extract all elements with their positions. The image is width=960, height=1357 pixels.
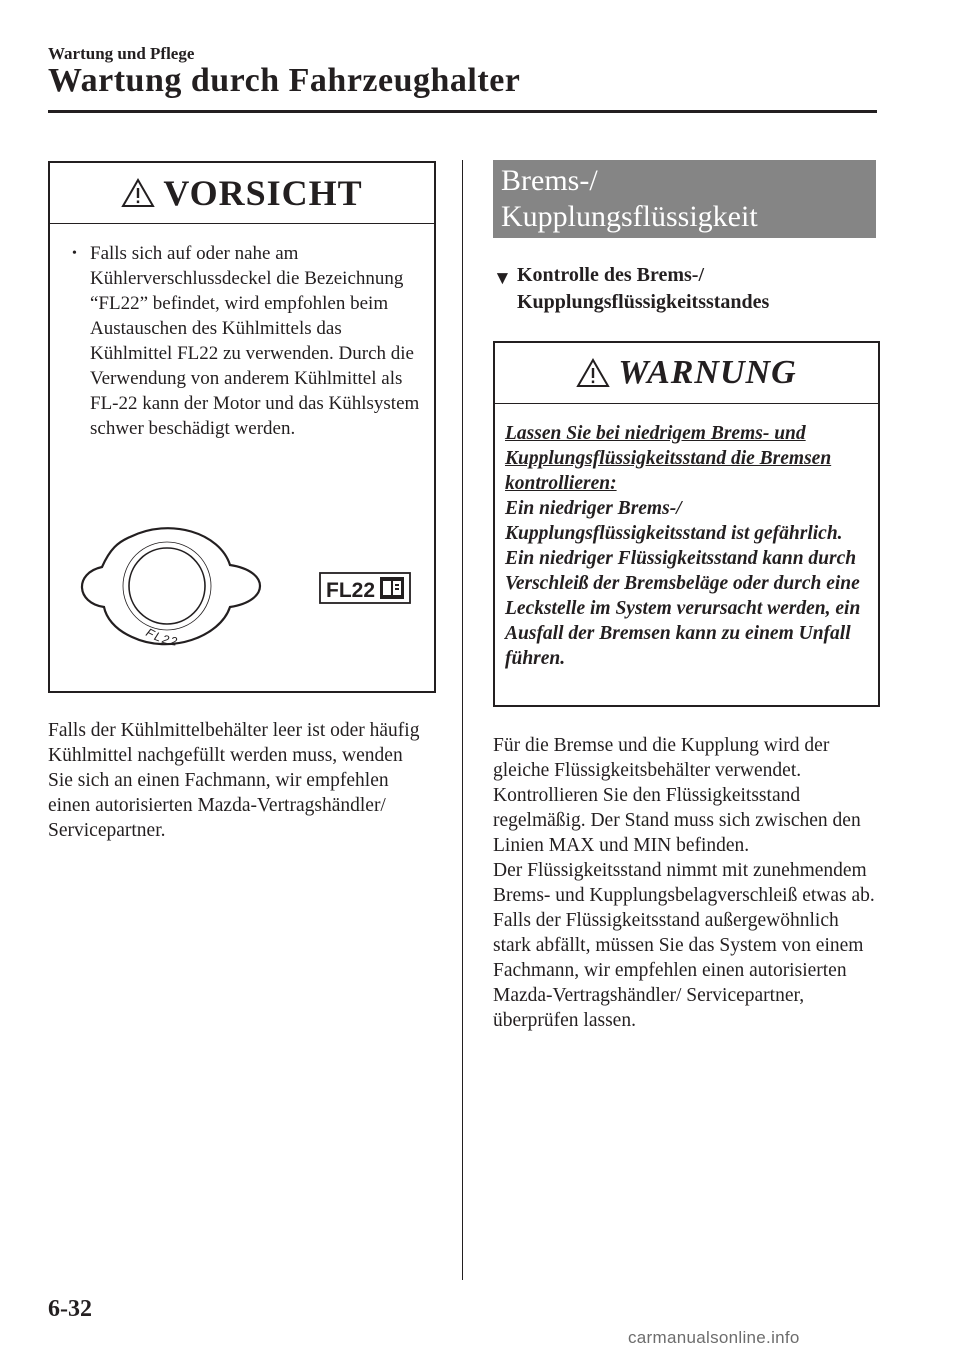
warning-header — [495, 343, 878, 404]
warning-box — [493, 341, 880, 707]
section-heading — [493, 160, 876, 238]
column-divider — [462, 160, 463, 1280]
fl22-label-box — [320, 573, 410, 603]
svg-text:FL22: FL22 — [326, 579, 376, 602]
caution-list — [72, 241, 422, 441]
warning-triangle-icon — [576, 358, 610, 388]
chapter-label: Wartung und Pflege — [48, 44, 195, 63]
right-paragraphs — [493, 733, 878, 1033]
warning-text-2: Ein niedriger Flüssigkeitsstand kann durch Verschleiß der Bremsbeläge oder durch eine Leckstelle im System verursacht werden, ein Ausfall der Bremsen kann zu einem Unfall führen. — [505, 548, 861, 669]
left-paragraph: Falls der Kühlmittelbehälter leer ist oder häufig Kühlmittel nachgefüllt werden muss, wenden Sie sich an einen Fachmann, wir empfehlen einen autorisierten Mazda-Vertragshändler/ Servicepartner. — [48, 720, 420, 841]
cap-arc-label: FL22 — [143, 625, 180, 649]
right-paragraph-1: Für die Bremse und die Kupplung wird der gleiche Flüssigkeitsbehälter verwendet. Kontrollieren Sie den Flüssigkeitsstand regelmäßig. Der Stand muss sich zwischen den Linien MAX und MIN befinden. — [493, 735, 861, 856]
subsection-title: Kontrolle des Brems-/ Kupplungsflüssigkeitsstandes — [517, 264, 770, 313]
right-paragraph-2: Der Flüssigkeitsstand nimmt mit zunehmendem Brems- und Kupplungsbelagverschleiß etwas ab. Falls der Flüssigkeitsstand außergewöhnlich stark abfällt, müssen Sie das System von einem Fachmann, wir empfehlen einen autorisierten Mazda-Vertragshändler/ Servicepartner, überprüfen lassen. — [493, 860, 875, 1031]
triangle-down-icon: ▼ — [493, 268, 512, 289]
caution-header — [50, 163, 434, 224]
caution-box — [48, 161, 436, 693]
warning-triangle-icon — [121, 178, 155, 208]
section-title-line1: Brems-/ — [501, 164, 598, 197]
caution-title: VORSICHT — [163, 173, 363, 213]
header-rule — [48, 110, 877, 113]
warning-text-1: Ein niedriger Brems-/ Kupplungsflüssigkeitsstand ist gefährlich. — [505, 498, 843, 544]
warning-body — [505, 421, 873, 671]
warning-lead: Lassen Sie bei niedrigem Brems- und Kupplungsflüssigkeitsstand die Bremsen kontrollieren: — [505, 423, 832, 494]
watermark: carmanualsonline.info — [628, 1328, 800, 1347]
caution-bullet: • Falls sich auf oder nahe am Kühlerverschlussdeckel die Bezeichnung “FL22” befindet, wird empfohlen beim Austauschen des Kühlmittels das Kühlmittel FL22 zu verwenden. Durch die Verwendung von anderem Kühlmittel als FL-22 kann der Motor und das Kühlsystem schwer beschädigt werden. — [72, 241, 422, 441]
page-title: Wartung durch Fahrzeughalter — [48, 62, 521, 99]
section-title-line2: Kupplungsflüssigkeit — [501, 200, 758, 233]
warning-title: WARNUNG — [618, 354, 797, 391]
page-number: 6-32 — [48, 1296, 92, 1322]
radiator-cap-illustration — [70, 525, 420, 665]
